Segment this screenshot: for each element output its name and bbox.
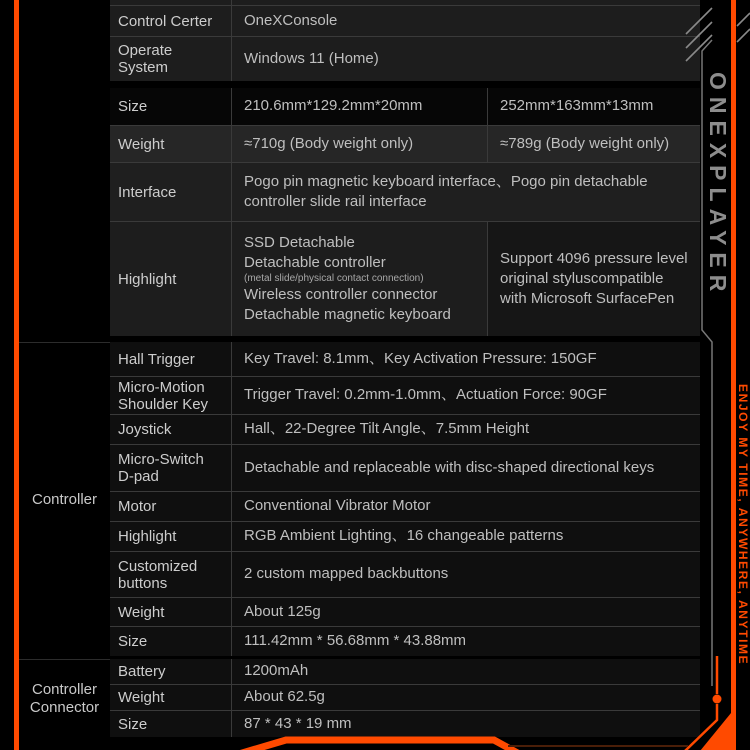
- row-value: About 62.5g: [244, 688, 325, 706]
- row-value: 87 * 43 * 19 mm: [244, 714, 352, 732]
- row-label: Weight: [110, 685, 232, 710]
- table-row: [110, 36, 700, 81]
- row-value: ≈789g (Body weight only): [500, 134, 670, 152]
- corner-triangle-icon: [700, 713, 731, 750]
- row-value: 2 custom mapped backbuttons: [244, 565, 449, 583]
- table-row: [110, 521, 700, 551]
- table-row: [110, 444, 700, 491]
- row-value: Key Travel: 8.1mm、Key Activation Pressure: 150GF: [244, 349, 597, 367]
- table-row: [110, 659, 700, 684]
- row-label: Highlight: [110, 522, 232, 551]
- category-controller: Controller: [19, 342, 110, 657]
- table-row: [110, 710, 700, 737]
- row-value: Pogo pin magnetic keyboard interface、Pogo pin detachable controller slide rail interface: [244, 172, 648, 210]
- row-label: Interface: [110, 163, 232, 221]
- section-gap: [110, 81, 700, 88]
- table-row: [110, 88, 700, 125]
- row-label: Highlight: [110, 222, 232, 336]
- table-row: [110, 221, 700, 336]
- row-label: Weight: [110, 598, 232, 626]
- table-row: [110, 551, 700, 597]
- bottom-trapezoid-decoration: [232, 740, 523, 750]
- row-label: Battery: [110, 659, 232, 684]
- row-label: Hall Trigger: [110, 342, 232, 376]
- spec-table: [110, 0, 700, 737]
- table-row: [110, 597, 700, 626]
- brand-vertical-text: ONEXPLAYER: [705, 72, 731, 299]
- table-row: [110, 162, 700, 221]
- row-value: 111.42mm * 56.68mm * 43.88mm: [244, 632, 467, 650]
- table-row: [110, 414, 700, 444]
- row-value: SSD Detachable Detachable controller (metal slide/physical contact connection) Wireless controller connector Detachable magnetic keyboard: [232, 222, 488, 336]
- slogan-vertical-text: ENJOY MY TIME, ANYWHERE, ANYTIME: [736, 384, 750, 666]
- row-label: Customized buttons: [110, 552, 232, 597]
- row-label: Motor: [110, 492, 232, 521]
- row-label: Control Certer: [110, 6, 232, 36]
- row-label: Size: [110, 627, 232, 656]
- table-row: [110, 0, 700, 5]
- row-value: About 125g: [244, 602, 321, 620]
- table-row: [110, 684, 700, 710]
- row-value: Conventional Vibrator Motor: [244, 497, 431, 515]
- row-value: 1200mAh: [244, 662, 309, 680]
- row-value: OneXConsole: [244, 11, 338, 29]
- row-label: Micro-Switch D-pad: [110, 445, 232, 491]
- row-value: Detachable and replaceable with disc-shaped directional keys: [244, 458, 655, 476]
- table-row: [110, 376, 700, 414]
- table-row: [110, 491, 700, 521]
- category-controller-connector: Controller Connector: [19, 659, 110, 738]
- circuit-dot-icon: [713, 695, 722, 704]
- row-label: Size: [110, 711, 232, 737]
- row-value: ≈710g (Body weight only): [232, 126, 488, 162]
- row-value: 210.6mm*129.2mm*20mm: [232, 88, 488, 125]
- row-value: 252mm*163mm*13mm: [500, 97, 654, 115]
- table-row: [110, 626, 700, 656]
- row-value: RGB Ambient Lighting、16 changeable patterns: [244, 527, 564, 545]
- row-value: Trigger Travel: 0.2mm-1.0mm、Actuation Force: 90GF: [244, 386, 607, 404]
- row-value: Support 4096 pressure level original styluscompatible with Microsoft SurfacePen: [488, 222, 700, 336]
- row-label: Weight: [110, 126, 232, 162]
- row-value: Windows 11 (Home): [244, 49, 379, 67]
- row-label: Micro-Motion Shoulder Key: [110, 377, 232, 414]
- row-label: Size: [110, 88, 232, 125]
- table-row: [110, 5, 700, 36]
- table-row: [110, 342, 700, 376]
- row-label: Operate System: [110, 37, 232, 81]
- row-label: Joystick: [110, 415, 232, 444]
- table-row: [110, 125, 700, 162]
- row-value: Hall、22-Degree Tilt Angle、7.5mm Height: [244, 420, 530, 438]
